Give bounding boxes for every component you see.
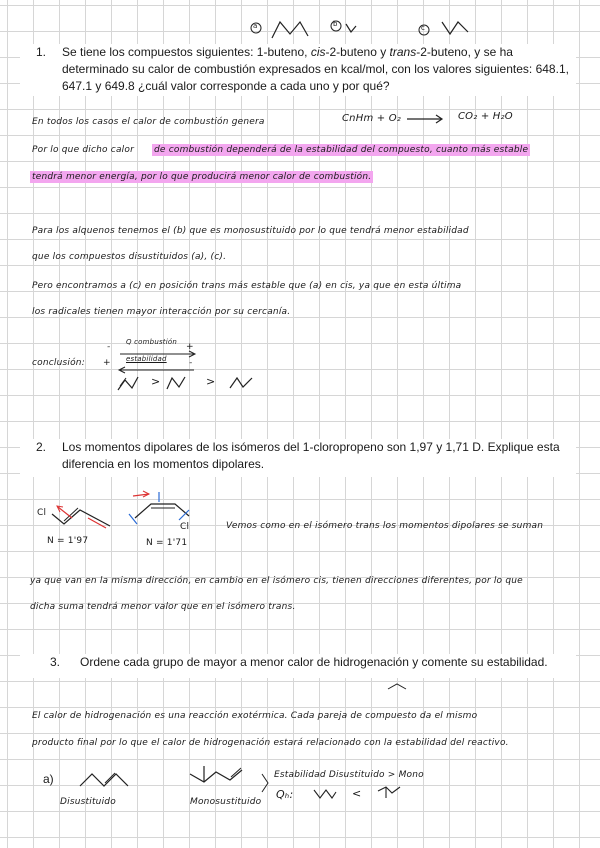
notes1-line4: Para los alquenos tenemos el (b) que es monosustituido por lo que tendrá menor estabilidad bbox=[32, 226, 469, 236]
trans-dipole-value: N = 1'97 bbox=[47, 536, 89, 546]
question-2-text: Los momentos dipolares de los isómeros del 1-cloropropeno son 1,97 y 1,71 D. Explique esta diferencia en los momentos dipolares. bbox=[62, 440, 560, 471]
notes1-line2b-highlight: de combustión dependerá de la estabilidad del compuesto, cuanto más estable bbox=[154, 145, 529, 155]
question-3-text: Ordene cada grupo de mayor a menor calor de hidrogenación y comente su estabilidad. bbox=[80, 655, 548, 669]
conclusion-cis-structure bbox=[165, 375, 187, 391]
question-2 bbox=[20, 439, 576, 477]
notes1-line1: En todos los casos el calor de combustión genera bbox=[32, 117, 265, 127]
stability-arrow bbox=[118, 366, 198, 374]
question-3 bbox=[20, 654, 576, 678]
trans-chlorine-label: Cl bbox=[37, 508, 47, 518]
notes1-line3-highlight: tendrá menor energía, por lo que producirá menor calor de combustión. bbox=[32, 172, 372, 182]
monosubstituted-label: Monosustituido bbox=[190, 797, 262, 807]
monosubstituted-alkene-structure bbox=[186, 762, 246, 792]
notes3-line1: El calor de hidrogenación es una reacción exotérmica. Cada pareja de compuesto da el mismo bbox=[32, 711, 478, 721]
question-2-number: 2. bbox=[36, 440, 47, 454]
label-c: c bbox=[421, 24, 426, 32]
question-1 bbox=[20, 44, 576, 96]
conclusion-1-butene-structure bbox=[228, 374, 254, 390]
item-a-label: a) bbox=[43, 772, 54, 786]
conclusion-label: conclusión: bbox=[32, 358, 85, 368]
qh-monosubstituted-structure bbox=[376, 785, 402, 799]
label-a: a bbox=[253, 22, 258, 30]
label-b: b bbox=[333, 20, 338, 28]
notes1-line6: Pero encontramos a (c) en posición trans más estable que (a) en cis, ya que en esta última bbox=[32, 281, 462, 291]
notes2-line1: Vemos como en el isómero trans los momentos dipolares se suman bbox=[226, 521, 544, 531]
1-butene-structure bbox=[344, 22, 358, 36]
question-3-number: 3. bbox=[50, 655, 61, 669]
trans-2-butene-structure bbox=[440, 18, 470, 38]
qh-disubstituted-structure bbox=[312, 788, 338, 800]
cis-chlorine-label: Cl bbox=[180, 522, 190, 532]
reaction-products: CO₂ + H₂O bbox=[458, 111, 513, 122]
notes1-line5: que los compuestos disustituidos (a), (c). bbox=[32, 252, 227, 262]
reaction-arrow bbox=[405, 114, 445, 124]
arrow-label-estabilidad: estabilidad bbox=[126, 355, 167, 363]
notes1-line7: los radicales tienen mayor interacción por su cercanía. bbox=[32, 307, 291, 317]
conclusion-gt1: > bbox=[151, 375, 161, 388]
disubstituted-alkene-structure bbox=[78, 766, 138, 790]
conclusion-plus-left: + bbox=[103, 358, 111, 368]
bracket-arrow bbox=[260, 772, 274, 794]
stability-statement: Estabilidad Disustituido > Mono bbox=[274, 770, 424, 780]
question-1-text: Se tiene los compuestos siguientes: 1-buteno, cis-2-buteno y trans-2-buteno, y se ha determinado su calor de combustión expresados en kcal/mol, con los valores siguientes: 648.1, 647.1 y 649.8 ¿cuál valor corresponde a cada uno y por qué? bbox=[62, 45, 569, 93]
cis-2-butene-structure bbox=[270, 18, 310, 40]
notes2-line2: ya que van en la misma dirección, en cambio en el isómero cis, tienen direcciones diferentes, por lo que bbox=[30, 576, 523, 586]
notes2-line3: dicha suma tendrá menor valor que en el isómero trans. bbox=[30, 602, 296, 612]
disubstituted-label: Disustituido bbox=[60, 797, 116, 807]
hydrogenation-heat-label: Qₕ: bbox=[276, 788, 294, 801]
cis-dipole-value: N = 1'71 bbox=[146, 538, 188, 548]
caret-mark bbox=[386, 682, 408, 690]
qh-less-than: < bbox=[352, 787, 362, 800]
trans-1-chloropropene-structure bbox=[50, 500, 120, 540]
conclusion-plus-right: + bbox=[186, 342, 194, 352]
notes1-line2a: Por lo que dicho calor bbox=[32, 145, 134, 155]
conclusion-minus-right: - bbox=[189, 358, 193, 368]
question-1-number: 1. bbox=[36, 45, 47, 59]
reaction-reactants: CnHm + O₂ bbox=[342, 113, 401, 124]
conclusion-trans-structure bbox=[116, 374, 140, 392]
conclusion-gt2: > bbox=[206, 375, 216, 388]
conclusion-minus-left: - bbox=[107, 342, 111, 352]
notes3-line2: producto final por lo que el calor de hidrogenación estará relacionado con la estabilidad del reactivo. bbox=[32, 738, 509, 748]
arrow-label-combustion: Q combustión bbox=[126, 338, 178, 346]
